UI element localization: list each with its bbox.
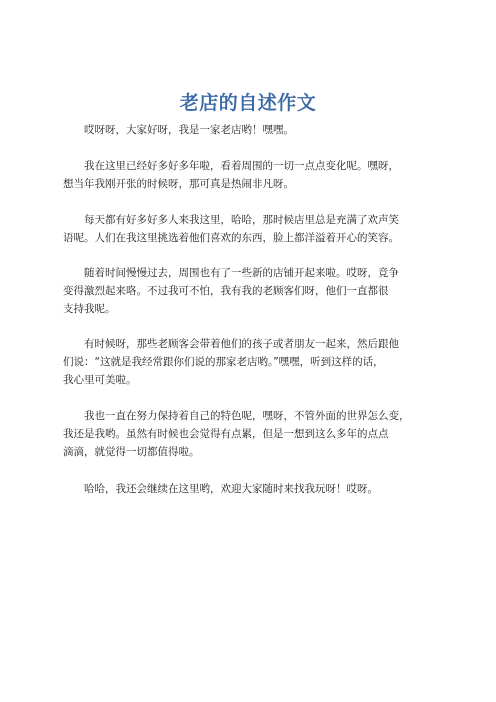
paragraph-line: 滴滴，就觉得一切都值得啦。: [63, 446, 200, 458]
paragraph-3: [63, 211, 439, 247]
paragraph-line: 我还是我哟。虽然有时候也会觉得有点累，但是一想到这么多年的点点: [63, 428, 389, 440]
paragraph-line: 们说：“这就是我经常跟你们说的那家老店哟。”嘿嘿，听到这样的话，: [63, 356, 384, 368]
paragraph-line: 随着时间慢慢过去，周围也有了一些新的店铺开起来啦。哎呀，竞争: [84, 267, 399, 279]
paragraph-line: 我心里可美啦。: [63, 374, 137, 386]
paragraph-1: [63, 121, 439, 139]
paragraph-line: 哎呀呀，大家好呀，我是一家老店哟！嘿嘿。: [84, 124, 294, 136]
paragraph-2: [63, 157, 439, 193]
paragraph-line: 有时候呀，那些老顾客会带着他们的孩子或者朋友一起来，然后跟他: [84, 338, 399, 350]
paragraph-4: [63, 264, 439, 318]
paragraph-line: 变得激烈起来咯。不过我可不怕，我有我的老顾客们呀，他们一直都很: [63, 285, 389, 297]
paragraph-5: [63, 335, 439, 389]
paragraph-line: 我也一直在努力保持着自己的特色呢，嘿呀，不管外面的世界怎么变，: [84, 410, 410, 422]
paragraph-line: 语呢。人们在我这里挑选着他们喜欢的东西，脸上都洋溢着开心的笑容。: [63, 232, 399, 244]
paragraph-7: [63, 480, 439, 498]
paragraph-line: 支持我呢。: [63, 303, 116, 315]
paragraph-6: [63, 407, 439, 461]
paragraph-line: 想当年我刚开张的时候呀，那可真是热闹非凡呀。: [63, 178, 294, 190]
document-title: 老店的自述作文: [179, 92, 317, 114]
paragraph-line: 哈哈，我还会继续在这里哟，欢迎大家随时来找我玩呀！哎呀。: [84, 483, 378, 495]
paragraph-line: 每天都有好多好多人来我这里，哈哈，那时候店里总是充满了欢声笑: [84, 214, 399, 226]
paragraph-line: 我在这里已经好多好多年啦，看着周围的一切一点点变化呢。嘿呀，: [84, 160, 399, 172]
